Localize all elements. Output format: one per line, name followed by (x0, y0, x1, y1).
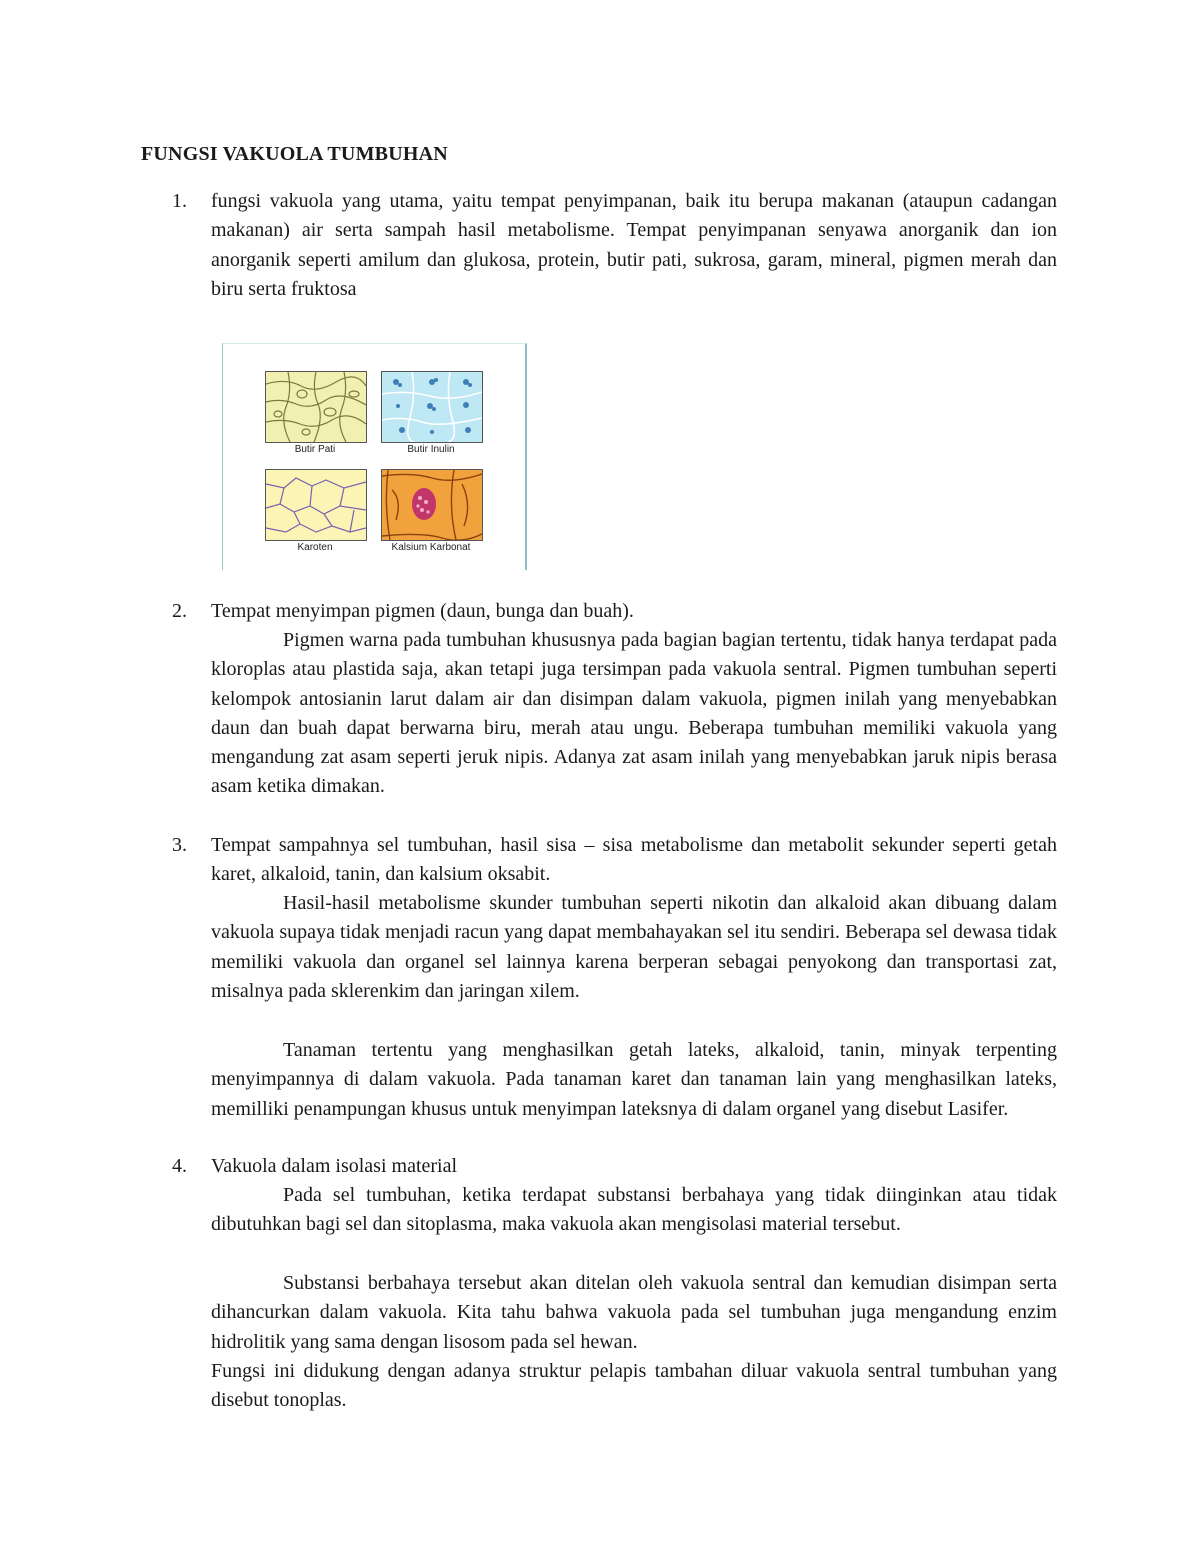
caption-butir-inulin: Butir Inulin (407, 444, 455, 455)
carotene-image (265, 469, 367, 541)
item-3-text-2: Tanaman tertentu yang menghasilkan getah lateks, alkaloid, tanin, minyak terpenting menyimpannya di dalam vakuola. Pada tanaman karet dan tanaman lain yang menghasilkan lateks, memilliki penampungan khusus untuk menyimpan lateksnya di dalam organel yang disebut Lasifer. (211, 1039, 1057, 1120)
item-4-heading: Vakuola dalam isolasi material (211, 1155, 458, 1177)
item-number-4: 4. (172, 1155, 187, 1177)
item-3-text-1: Hasil-hasil metabolisme skunder tumbuhan seperti nikotin dan alkaloid akan dibuang dalam vakuola supaya tidak menjadi racun yang dapat membahayakan sel itu sendiri. Beberapa sel dewasa tidak memiliki vakuola dan organel sel lainnya karena berperan sebagai penyokong dan transportasi zat, misalnya pada sklerenkim dan jaringan xilem. (211, 892, 1057, 1002)
item-4-text-1: Pada sel tumbuhan, ketika terdapat substansi berbahaya yang tidak diinginkan atau tidak dibutuhkan bagi sel dan sitoplasma, maka vakuola akan mengisolasi material tersebut. (211, 1184, 1057, 1236)
starch-grain-image (265, 371, 367, 443)
calcium-carbonate-image (381, 469, 483, 541)
document-title: FUNGSI VAKUOLA TUMBUHAN (141, 143, 448, 165)
vacuole-contents-figure (222, 343, 527, 570)
item-2-heading: Tempat menyimpan pigmen (daun, bunga dan buah). (211, 600, 634, 622)
item-4-text-2: Substansi berbahaya tersebut akan ditelan oleh vakuola sentral dan kemudian disimpan serta dihancurkan dalam vakuola. Kita tahu bahwa vakuola pada sel tumbuhan juga mengandung enzim hidrolitik yang sama dengan lisosom pada sel hewan. (211, 1272, 1057, 1353)
caption-butir-pati: Butir Pati (294, 444, 336, 455)
item-2-text: Pigmen warna pada tumbuhan khususnya pada bagian bagian tertentu, tidak hanya terdapat pada kloroplas atau plastida saja, akan tetapi juga tersimpan pada vakuola sentral. Pigmen tumbuhan seperti kelompok antosianin larut dalam air dan disimpan dalam vakuola, pigmen inilah yang menyebabkan daun dan buah dapat berwarna biru, merah atau ungu. Beberapa tumbuhan memiliki vakuola yang mengandung zat asam seperti jeruk nipis. Adanya zat asam inilah yang menyebabkan jaruk nipis berasa asam ketika dimakan. (211, 629, 1057, 798)
caption-karoten: Karoten (297, 542, 333, 553)
caption-kalsium-karbonat: Kalsium Karbonat (391, 542, 471, 553)
item-number-1: 1. (172, 190, 187, 212)
item-number-2: 2. (172, 600, 187, 622)
item-3-heading: Tempat sampahnya sel tumbuhan, hasil sisa – sisa metabolisme dan metabolit sekunder seperti getah karet, alkaloid, tanin, dan kalsium oksabit. (211, 834, 1057, 886)
item-number-3: 3. (172, 834, 187, 856)
inulin-grain-image (381, 371, 483, 443)
item-4-text-3: Fungsi ini didukung dengan adanya struktur pelapis tambahan diluar vakuola sentral tumbuhan yang disebut tonoplas. (211, 1360, 1057, 1412)
item-1-text: fungsi vakuola yang utama, yaitu tempat penyimpanan, baik itu berupa makanan (ataupun cadangan makanan) air serta sampah hasil metabolisme. Tempat penyimpanan senyawa anorganik dan ion anorganik seperti amilum dan glukosa, protein, butir pati, sukrosa, garam, mineral, pigmen merah dan biru serta fruktosa (211, 190, 1057, 300)
